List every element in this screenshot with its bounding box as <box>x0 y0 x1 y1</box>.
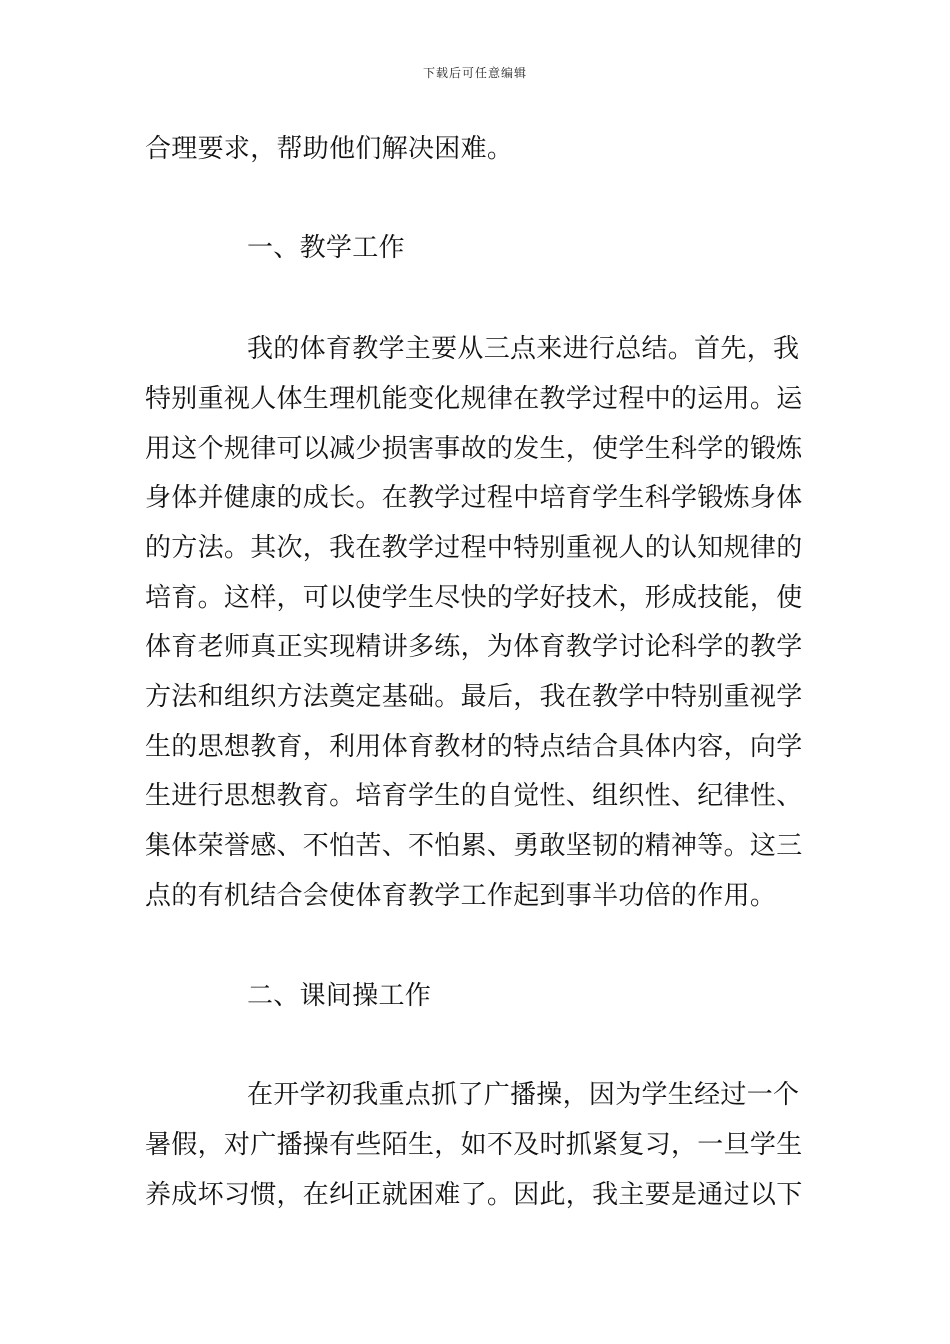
section-heading: 二、课间操工作 <box>247 981 432 1011</box>
paragraph-line: 在开学初我重点抓了广播操，因为学生经过一个 <box>247 1080 800 1110</box>
paragraph-line: 养成坏习惯，在纠正就困难了。因此，我主要是通过以下 <box>145 1180 803 1210</box>
paragraph-line: 培育。这样，可以使学生尽快的学好技术，形成技能，使 <box>145 583 803 613</box>
paragraph-line: 身体并健康的成长。在教学过程中培育学生科学锻炼身体 <box>145 483 803 513</box>
paragraph-line: 体育老师真正实现精讲多练，为体育教学讨论科学的教学 <box>145 632 803 662</box>
paragraph-line: 我的体育教学主要从三点来进行总结。首先，我 <box>247 334 800 364</box>
paragraph-line: 用这个规律可以减少损害事故的发生，使学生科学的锻炼 <box>145 434 803 464</box>
paragraph-line: 的方法。其次，我在教学过程中特别重视人的认知规律的 <box>145 533 803 563</box>
paragraph-line: 生的思想教育，利用体育教材的特点结合具体内容，向学 <box>145 732 803 762</box>
section-heading: 一、教学工作 <box>247 233 405 263</box>
paragraph-line: 合理要求，帮助他们解决困难。 <box>145 134 514 164</box>
paragraph-line: 生进行思想教育。培育学生的自觉性、组织性、纪律性、 <box>145 781 803 811</box>
paragraph-line: 方法和组织方法奠定基础。最后，我在教学中特别重视学 <box>145 682 803 712</box>
paragraph-line: 点的有机结合会使体育教学工作起到事半功倍的作用。 <box>145 881 777 911</box>
page-header-note: 下载后可任意编辑 <box>422 66 527 80</box>
paragraph-line: 特别重视人体生理机能变化规律在教学过程中的运用。运 <box>145 384 803 414</box>
paragraph-line: 集体荣誉感、不怕苦、不怕累、勇敢坚韧的精神等。这三 <box>145 831 803 861</box>
paragraph-line: 暑假，对广播操有些陌生，如不及时抓紧复习，一旦学生 <box>145 1130 803 1160</box>
